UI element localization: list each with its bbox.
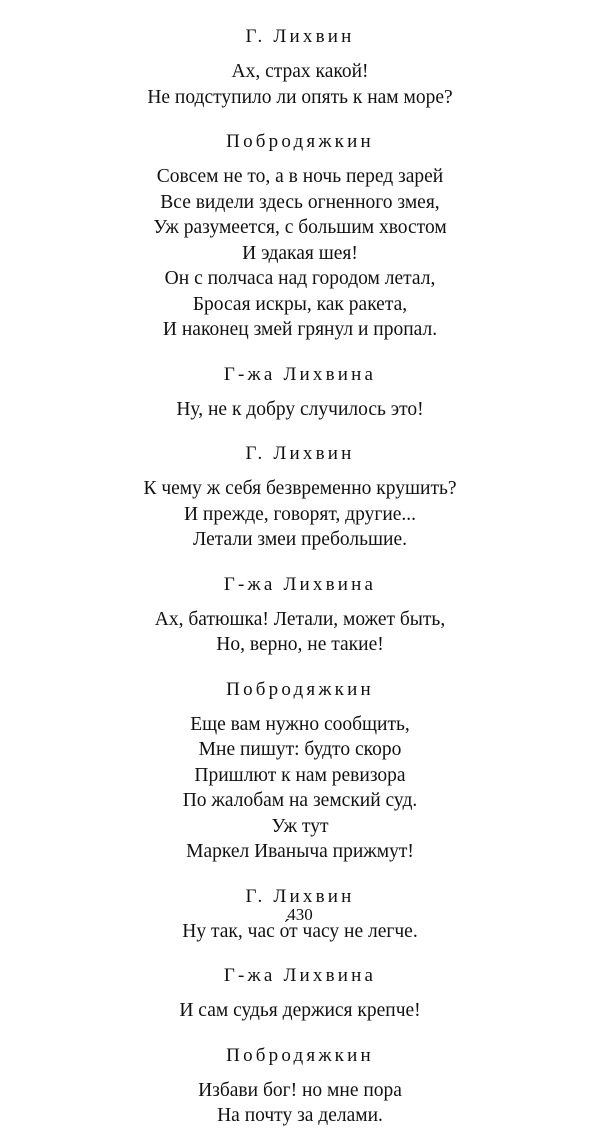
verse-line: И эдакая шея! [242,242,358,264]
verse-line: Ах, страх какой! [231,61,369,82]
verse-line: Все видели здесь огненного змея, [160,191,440,213]
verse-line: И прежде, говорят, другие... [183,503,417,525]
speaker-name: Г-жа Лихвина [223,363,377,385]
speaker-name: Г. Лихвин [245,443,355,464]
dialogue-block [40,422,560,553]
verse-lines [40,59,560,110]
dialogue-block [40,1024,560,1129]
dialogue-block [40,110,560,343]
verse-line: Еще вам нужно сообщить, [190,713,410,735]
verse-line: Летали змеи пребольшие. [193,529,407,550]
speaker-name: Побродяжкин [226,678,374,700]
verse-line: Совсем не то, а в ночь перед зарей [156,166,444,187]
block-spacer [40,110,560,131]
verse-line: Он с полчаса над городом летал, [164,268,436,289]
dialogue-block [40,553,560,658]
dialogue-block [40,658,560,865]
verse-line: Маркел Иваныча прижмут! [186,841,414,862]
speaker-name: Г-жа Лихвина [223,573,377,595]
poem-body [40,26,560,1129]
verse-line: Ну так, час о́т часу не легче. [182,920,418,942]
verse-lines [40,397,560,423]
speaker-name: Г-жа Лихвина [223,965,377,986]
verse-line: Избави бог! но мне пора [198,1079,402,1101]
block-spacer [40,865,560,886]
verse-lines [40,164,560,343]
speaker-line-gap [40,701,560,712]
verse-lines [40,998,560,1024]
verse-line: Не подступило ли опять к нам море? [147,86,453,108]
speaker-name: Г. Лихвин [245,26,355,47]
block-spacer [40,1024,560,1045]
dialogue-block [40,343,560,423]
verse-line: Уж разумеется, с большим хвостом [153,217,447,238]
verse-line: Ах, батюшка! Летали, может быть, [154,608,446,630]
verse-lines [40,1078,560,1129]
speaker-line-gap [40,987,560,998]
verse-line: На почту за делами. [217,1105,383,1126]
verse-lines [40,712,560,865]
verse-line: Бросая искры, как ракета, [192,293,408,315]
block-spacer [40,553,560,574]
verse-line: И наконец змей грянул и пропал. [162,319,438,340]
verse-line: К чему ж себя безвременно крушить? [143,478,457,499]
verse-line: Но, верно, не такие! [216,634,384,655]
speaker-name: Побродяжкин [226,1044,374,1066]
page-number: 430 [287,905,313,924]
speaker-line-gap [40,596,560,607]
block-spacer [40,944,560,965]
verse-line: По жалобам на земский суд. [182,790,418,811]
speaker-line-gap [40,386,560,397]
block-spacer [40,343,560,364]
verse-line: Пришлют к нам ревизора [194,764,406,786]
verse-line: Уж тут [271,815,329,837]
speaker-name: Побродяжкин [226,131,374,152]
speaker-line-gap [40,465,560,476]
speaker-name: Г. Лихвин [245,885,355,907]
speaker-line-gap [40,48,560,59]
verse-lines [40,476,560,553]
verse-lines [40,607,560,658]
block-spacer [40,658,560,679]
speaker-line-gap [40,1067,560,1078]
verse-line: И сам судья держися крепче! [179,1000,421,1021]
dialogue-block [40,944,560,1024]
block-spacer [40,422,560,443]
dialogue-block [40,26,560,110]
speaker-line-gap [40,153,560,164]
verse-line: Мне пишут: будто скоро [198,739,402,760]
verse-line: Ну, не к добру случилось это! [176,398,424,420]
